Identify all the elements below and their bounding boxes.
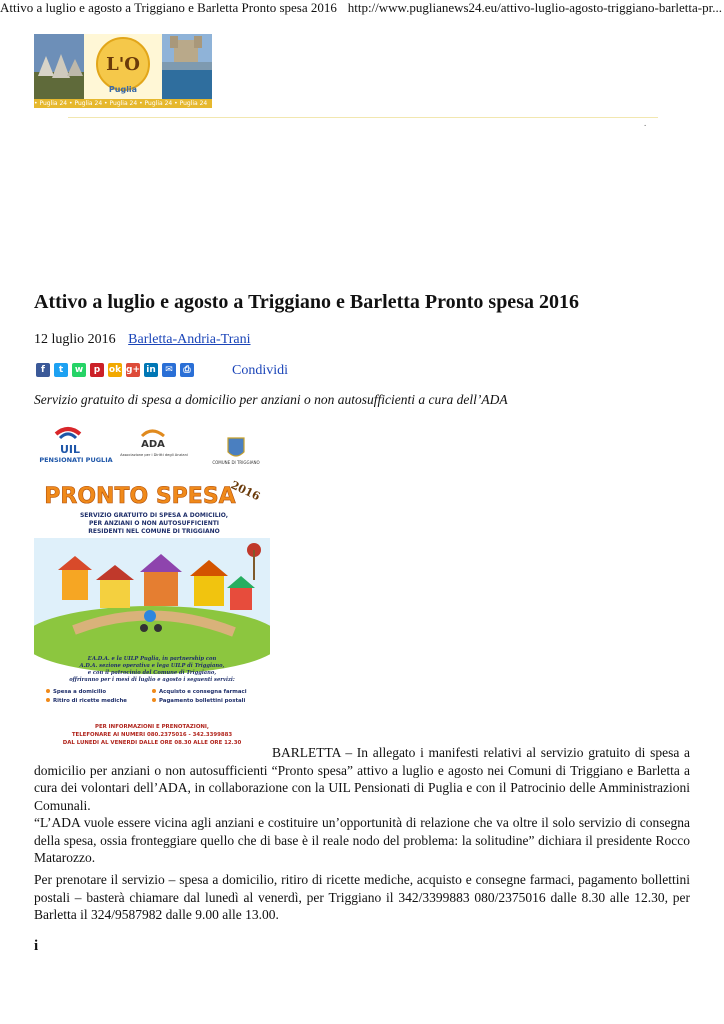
article-meta [34, 332, 251, 348]
pinterest-icon[interactable]: p [90, 363, 104, 377]
svg-text:Associazione per i Diritti deg: Associazione per i Diritti degli Anziani [120, 453, 188, 457]
logo-monogram: L'O [106, 54, 140, 75]
share-link[interactable]: Condividi [232, 363, 289, 378]
article-paragraph-1: BARLETTA – In allegato i manifesti relativi al servizio gratuito di spesa a domicilio per anziani o non autosufficienti “Pronto spesa” attivo a luglio e agosto nei Comuni di Triggiano e Barletta a cura dei volontari dell’ADA, in collaborazione con la UIL Pensionati di Puglia e con il Patrocinio delle Amministrazioni Comunali. [34, 745, 690, 813]
share-bar [36, 362, 194, 378]
article-date: 12 luglio 2016 [34, 332, 116, 347]
print-icon[interactable]: ⎙ [180, 363, 194, 377]
logo-region: Puglia [108, 85, 138, 94]
svg-text:ADA: ADA [141, 439, 165, 450]
svg-text:offriranno per i mesi di lugli: offriranno per i mesi di luglio e agosto i seguenti servizi: [69, 677, 235, 683]
category-link[interactable]: Barletta-Andria-Trani [128, 332, 251, 347]
poster-year: 2016 [228, 478, 263, 504]
poster-body [69, 656, 235, 683]
linkedin-icon[interactable]: in [144, 363, 158, 377]
castle-photo [162, 34, 212, 99]
svg-text:A.D.A. sezione operativa e leg: A.D.A. sezione operativa e lega UILP di Triggiano, [79, 663, 225, 669]
svg-text:Ritiro di ricette mediche: Ritiro di ricette mediche [53, 698, 127, 704]
svg-text:UIL: UIL [59, 443, 81, 456]
poster-headline: PRONTO SPESA [44, 484, 236, 509]
svg-text:Pagamento bollettini postali: Pagamento bollettini postali [159, 698, 246, 704]
googleplus-icon[interactable]: g+ [126, 365, 140, 375]
twitter-icon[interactable]: t [54, 363, 68, 377]
article-paragraph-2: Per prenotare il servizio – spesa a domicilio, ritiro di ricette mediche, acquisto e consegne farmaci, pagamento bollettini postali – basterà chiamare dal lunedì al venerdì, per Triggiano il 342/3399883 080/2375016 dalle 8.30 alle 12.30, per Barletta il 324/9587982 dalle 9.00 alle 13.00. [34, 872, 690, 922]
svg-text:Spesa a domicilio: Spesa a domicilio [53, 689, 107, 695]
header-dot: . [644, 118, 647, 128]
logo-strip: • Puglia 24 • Puglia 24 • Puglia 24 • Puglia 24 • Puglia 24 [34, 99, 212, 108]
svg-text:e con il patrocinio del Comune: e con il patrocinio del Comune di Triggiano, [87, 670, 217, 676]
article-lead: Servizio gratuito di spesa a domicilio per anziani o non autosufficienti a cura dell’ADA [34, 392, 508, 407]
header-divider [68, 117, 658, 118]
odnoklassniki-icon[interactable]: ok [108, 365, 122, 375]
whatsapp-icon[interactable]: w [72, 363, 86, 377]
site-logo[interactable] [34, 34, 212, 109]
svg-text:Acquisto e consegna farmaci: Acquisto e consegna farmaci [159, 689, 247, 695]
svg-text:PER ANZIANI O NON AUTOSUFFICIE: PER ANZIANI O NON AUTOSUFFICIENTI [88, 520, 220, 527]
svg-text:RESIDENTI NEL COMUNE DI TRIGGI: RESIDENTI NEL COMUNE DI TRIGGIANO [88, 528, 220, 535]
footer-mark: i [34, 938, 39, 954]
svg-text:DAL LUNEDI AL VENERDI DALLE OR: DAL LUNEDI AL VENERDI DALLE ORE 08.30 ALLE ORE 12.30 [62, 740, 242, 746]
email-icon[interactable]: ✉ [162, 363, 176, 377]
article-paragraph-1b: “L’ADA vuole essere vicina agli anziani e costituire un’opportunità di relazione che va oltre il solo servizio di consegna della spesa, ossia fronteggiare quello che di base è il reale nodo del problema: la solitudine” dichiara il presidente Rocco Matarozzo. [34, 815, 690, 865]
svg-text:L’A.D.A. e la UILP Puglia, in: L’A.D.A. e la UILP Puglia, in partnership con [87, 656, 217, 662]
article-body-1 [34, 744, 690, 867]
facebook-icon[interactable]: f [36, 363, 50, 377]
article-title: Attivo a luglio e agosto a Triggiano e Barletta Pronto spesa 2016 [34, 291, 579, 313]
village-illustration [34, 538, 270, 674]
pronto-spesa-poster [34, 420, 270, 756]
svg-text:TELEFONARE AI NUMERI 080.23750: TELEFONARE AI NUMERI 080.2375016 - 342.3399883 [71, 732, 233, 738]
logo-badge [84, 34, 162, 99]
browser-page-title: Attivo a luglio e agosto a Triggiano e Barletta Pronto spesa 2016 [0, 0, 337, 15]
trulli-photo [34, 34, 84, 99]
svg-text:SERVIZIO GRATUITO DI SPESA A D: SERVIZIO GRATUITO DI SPESA A DOMICILIO, [79, 512, 229, 519]
browser-page-url[interactable]: http://www.puglianews24.eu/attivo-luglio-agosto-triggiano-barletta-pr... [347, 0, 722, 15]
svg-text:PENSIONATI PUGLIA: PENSIONATI PUGLIA [39, 456, 113, 464]
svg-text:PER INFORMAZIONI E PRENOTAZION: PER INFORMAZIONI E PRENOTAZIONI, [95, 724, 209, 730]
svg-text:COMUNE DI TRIGGIANO: COMUNE DI TRIGGIANO [212, 460, 260, 465]
